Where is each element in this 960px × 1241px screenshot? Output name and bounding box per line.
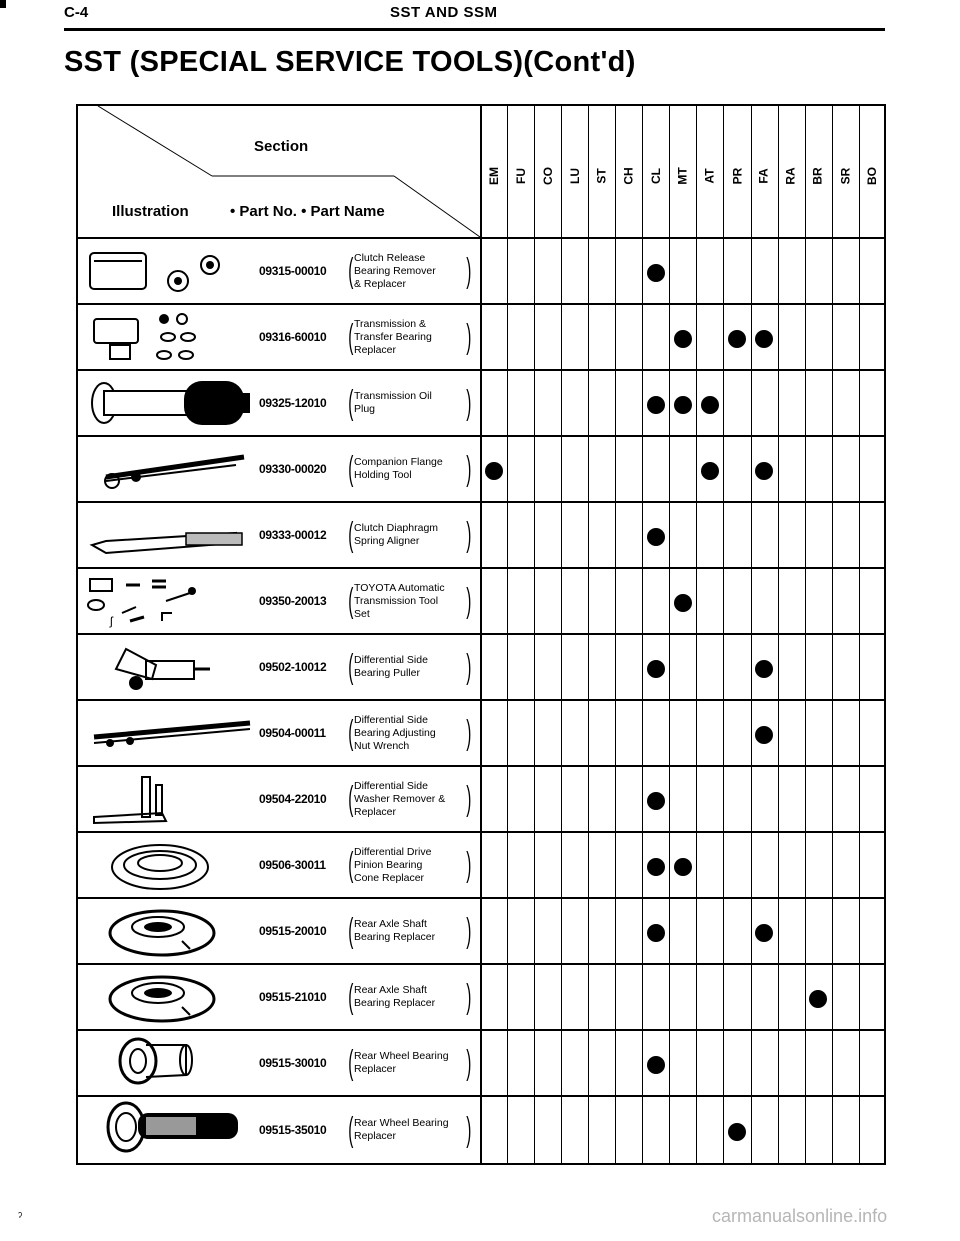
sst-table (76, 104, 886, 1165)
part-name-line: Differential Side (354, 779, 428, 792)
part-name (346, 503, 474, 567)
close-paren: ) (466, 318, 472, 356)
part-number: 09350-20013 (259, 594, 327, 608)
part-name-line: Differential Side (354, 654, 428, 666)
footer-mark: ˀ (18, 1210, 23, 1224)
part-name-line: Bearing Adjusting (354, 726, 436, 739)
part-name-line: Replacer (354, 343, 397, 356)
table-row (78, 305, 886, 371)
page-title: SST (SPECIAL SERVICE TOOLS)(Cont'd) (64, 46, 636, 78)
table-row (78, 701, 886, 767)
close-paren: ) (466, 846, 472, 884)
illustration-header: Illustration (112, 203, 189, 220)
column-divider (696, 106, 697, 1165)
part-name-line: Rear Wheel Bearing (354, 1117, 449, 1129)
part-name-line: Transfer Bearing (354, 330, 432, 343)
table-row (78, 767, 886, 833)
part-name (346, 899, 474, 963)
applicability-mark-pr (728, 1123, 746, 1141)
applicability-mark-cl (647, 528, 665, 546)
open-paren: ( (348, 252, 354, 290)
applicability-mark-cl (647, 924, 665, 942)
part-name (346, 767, 474, 831)
applicability-mark-fa (755, 330, 773, 348)
applicability-mark-cl (647, 1056, 665, 1074)
part-name (346, 701, 474, 765)
column-code-at: AT (702, 168, 717, 184)
applicability-mark-pr (728, 330, 746, 348)
table-row (78, 965, 886, 1031)
open-paren: ( (348, 384, 354, 422)
open-paren: ( (348, 1111, 354, 1149)
part-name-text (354, 522, 464, 548)
open-paren: ( (348, 780, 354, 818)
open-paren: ( (348, 516, 354, 554)
table-row (78, 1031, 886, 1097)
part-number: 09333-00012 (259, 528, 327, 542)
corner-mark (0, 0, 6, 8)
part-name-text (354, 714, 464, 753)
open-paren: ( (348, 648, 354, 686)
watermark: carmanualsonline.info (712, 1206, 888, 1226)
part-name-text (354, 582, 464, 621)
applicability-mark-mt (674, 594, 692, 612)
part-number: 09515-35010 (259, 1123, 327, 1137)
table-row (78, 899, 886, 965)
part-name-line: Differential Side (354, 713, 428, 726)
applicability-mark-fa (755, 924, 773, 942)
table-row (78, 371, 886, 437)
table-row (78, 437, 886, 503)
open-paren: ( (348, 714, 354, 752)
part-name-line: Clutch Release (354, 251, 426, 264)
part-name-text (354, 456, 464, 482)
close-paren: ) (466, 1111, 472, 1149)
part-name-line: Bearing Puller (354, 667, 420, 679)
part-name-line: Washer Remover & (354, 792, 446, 805)
column-code-pr: PR (729, 167, 744, 185)
column-divider (832, 106, 833, 1165)
column-divider (480, 106, 482, 1165)
applicability-mark-mt (674, 858, 692, 876)
column-code-st: ST (594, 168, 609, 184)
applicability-mark-mt (674, 396, 692, 414)
flange-holding-tool-icon (86, 441, 252, 497)
part-name-line: Plug (354, 403, 376, 415)
column-divider (669, 106, 670, 1165)
close-paren: ) (466, 384, 472, 422)
table-row (78, 239, 886, 305)
part-number: 09515-30010 (259, 1056, 327, 1070)
table-row (78, 833, 886, 899)
close-paren: ) (466, 450, 472, 488)
part-name-text (354, 318, 464, 357)
table-row (78, 635, 886, 701)
part-name-line: Replacer (354, 1063, 397, 1075)
applicability-mark-fa (755, 462, 773, 480)
section-header: Section (254, 138, 309, 155)
open-paren: ( (348, 912, 354, 950)
part-name-line: Bearing Remover (354, 264, 436, 277)
part-name-line: Holding Tool (354, 469, 412, 481)
svg-text:ʃ: ʃ (110, 614, 113, 628)
part-name (346, 437, 474, 501)
part-name (346, 305, 474, 369)
column-divider (615, 106, 616, 1165)
part-name-line: Set (354, 607, 370, 620)
part-name-line: Spring Aligner (354, 535, 420, 547)
part-name-line: Rear Axle Shaft (354, 984, 427, 996)
open-paren: ( (348, 318, 354, 356)
part-name-line: Differential Drive (354, 845, 432, 858)
applicability-mark-cl (647, 660, 665, 678)
close-paren: ) (466, 912, 472, 950)
applicability-mark-cl (647, 264, 665, 282)
open-paren: ( (348, 1044, 354, 1082)
part-name (346, 965, 474, 1029)
cone-replacer-icon (86, 837, 252, 893)
part-name (346, 239, 474, 303)
bearing-replacer-set-icon (86, 309, 252, 365)
column-divider (507, 106, 508, 1165)
table-row (78, 569, 886, 635)
header-rule (64, 28, 885, 31)
column-code-sr: SR (838, 167, 853, 185)
close-paren: ) (466, 582, 472, 620)
part-header: • Part No. • Part Name (230, 203, 385, 220)
column-divider (805, 106, 806, 1165)
nut-wrench-icon (86, 705, 252, 761)
column-divider (561, 106, 562, 1165)
applicability-mark-em (485, 462, 503, 480)
applicability-mark-cl (647, 858, 665, 876)
part-number: 09315-00010 (259, 264, 327, 278)
part-name-line: Nut Wrench (354, 739, 410, 752)
part-name-text (354, 918, 464, 944)
washer-remover-icon (86, 771, 252, 827)
column-divider (859, 106, 860, 1165)
part-name-line: Bearing Replacer (354, 997, 436, 1009)
column-divider (778, 106, 779, 1165)
column-code-mt: MT (675, 167, 690, 185)
close-paren: ) (466, 780, 472, 818)
wheel-bearing-replacer-icon (86, 1035, 252, 1091)
open-paren: ( (348, 846, 354, 884)
part-name (346, 569, 474, 633)
close-paren: ) (466, 648, 472, 686)
column-code-bo: BO (865, 167, 880, 185)
part-name-line: Replacer (354, 1130, 397, 1142)
part-name (346, 371, 474, 435)
column-divider (723, 106, 724, 1165)
axle-bearing-replacer-icon (86, 969, 252, 1025)
part-name-line: Pinion Bearing (354, 858, 423, 871)
bearing-puller-icon (86, 639, 252, 695)
part-number: 09502-10012 (259, 660, 327, 674)
part-name-line: Transmission Tool (354, 594, 439, 607)
column-divider (588, 106, 589, 1165)
column-divider (642, 106, 643, 1165)
applicability-mark-mt (674, 330, 692, 348)
applicability-mark-br (809, 990, 827, 1008)
tool-set-icon (86, 573, 252, 629)
part-name-line: Cone Replacer (354, 871, 425, 884)
part-number: 09316-60010 (259, 330, 327, 344)
close-paren: ) (466, 714, 472, 752)
applicability-mark-fa (755, 660, 773, 678)
column-divider (534, 106, 535, 1165)
part-name-text (354, 1117, 464, 1143)
spring-aligner-icon (86, 507, 252, 563)
part-name-line: Clutch Diaphragm (354, 522, 439, 534)
column-code-fu: FU (513, 168, 528, 184)
part-name-line: Bearing Replacer (354, 931, 436, 943)
close-paren: ) (466, 978, 472, 1016)
part-name-line: & Replacer (354, 277, 406, 290)
table-row (78, 503, 886, 569)
part-name-text (354, 390, 464, 416)
part-name-text (354, 654, 464, 680)
part-name (346, 833, 474, 897)
part-name-line: Replacer (354, 805, 397, 818)
open-paren: ( (348, 450, 354, 488)
part-name (346, 635, 474, 699)
applicability-mark-cl (647, 396, 665, 414)
open-paren: ( (348, 582, 354, 620)
part-name-line: Companion Flange (354, 456, 443, 468)
part-number: 09515-21010 (259, 990, 327, 1004)
bearing-remover-set-icon (86, 243, 252, 299)
column-code-em: EM (486, 167, 501, 185)
part-name-line: Transmission Oil (354, 390, 432, 402)
column-code-co: CO (540, 167, 555, 185)
applicability-mark-cl (647, 792, 665, 810)
part-name-text (354, 846, 464, 885)
part-name-line: Rear Axle Shaft (354, 918, 427, 930)
part-number: 09504-22010 (259, 792, 327, 806)
close-paren: ) (466, 252, 472, 290)
column-code-lu: LU (567, 168, 582, 184)
wheel-bearing-replacer-long-icon (86, 1101, 252, 1157)
column-code-ra: RA (784, 167, 799, 185)
part-number: 09325-12010 (259, 396, 327, 410)
part-number: 09504-00011 (259, 726, 326, 740)
part-name-line: Transmission & (354, 317, 426, 330)
part-name-text (354, 1050, 464, 1076)
part-name-line: TOYOTA Automatic (354, 581, 445, 594)
column-code-ch: CH (621, 167, 636, 185)
part-name (346, 1097, 474, 1163)
part-name-text (354, 984, 464, 1010)
column-code-cl: CL (648, 168, 663, 184)
running-head: SST AND SSM (390, 4, 498, 21)
applicability-mark-at (701, 396, 719, 414)
oil-plug-icon (86, 375, 252, 431)
page-id: C-4 (64, 4, 89, 21)
table-row (78, 1097, 886, 1165)
close-paren: ) (466, 1044, 472, 1082)
part-number: 09515-20010 (259, 924, 327, 938)
open-paren: ( (348, 978, 354, 1016)
part-name (346, 1031, 474, 1095)
applicability-mark-at (701, 462, 719, 480)
column-code-br: BR (811, 167, 826, 185)
part-name-text (354, 252, 464, 291)
part-number: 09506-30011 (259, 858, 326, 872)
part-number: 09330-00020 (259, 462, 327, 476)
part-name-line: Rear Wheel Bearing (354, 1050, 449, 1062)
part-name-text (354, 780, 464, 819)
column-divider (751, 106, 752, 1165)
applicability-mark-fa (755, 726, 773, 744)
close-paren: ) (466, 516, 472, 554)
column-code-fa: FA (757, 168, 772, 184)
axle-bearing-replacer-icon (86, 903, 252, 959)
